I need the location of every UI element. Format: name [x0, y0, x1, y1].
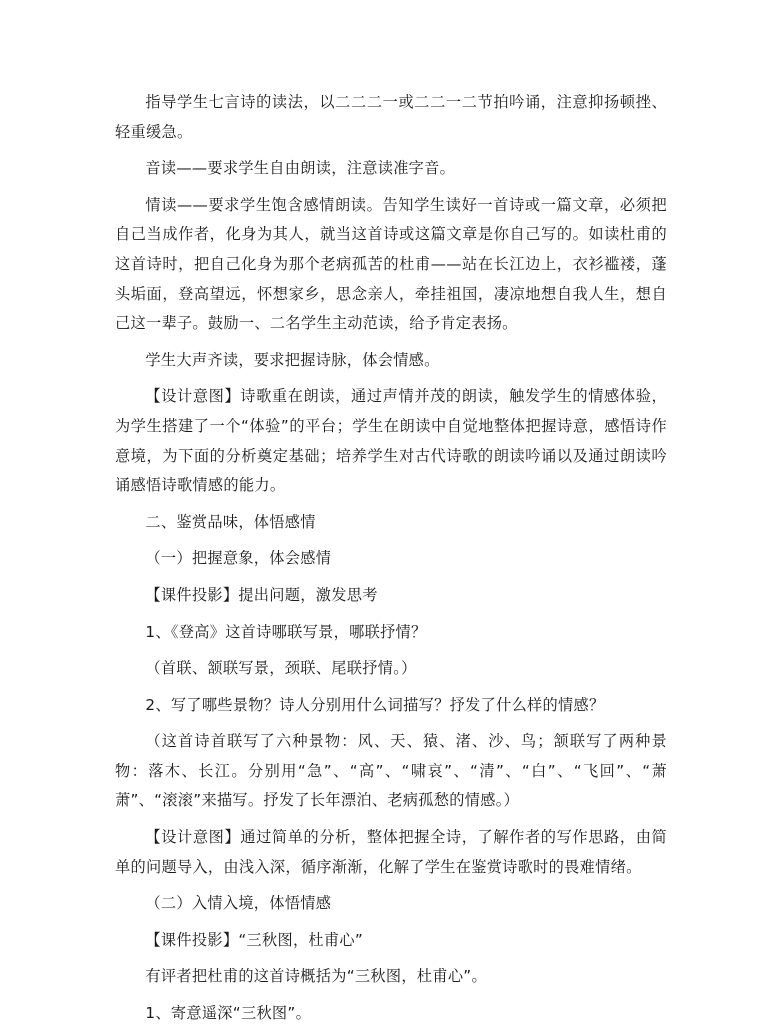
paragraph-slide-questions: 【课件投影】提出问题，激发思考 [145, 585, 378, 604]
answer-2: （这首诗首联写了六种景物：风、天、猿、渚、沙、鸟；颔联写了两种景物：落木、长江。分别用“急”、“高”、“啸哀”、“清”、“白”、“飞回”、“萧萧”、“滚滚”来描写。抒发了长年漂泊、老病孤愁的情感。） [115, 732, 667, 810]
paragraph-design-intent-1: 【设计意图】诗歌重在朗读，通过声情并茂的朗读，触发学生的情感体验，为学生搭建了一个“体验”的平台；学生在朗读中自觉地整体把握诗意，感悟诗作意境，为下面的分析奠定基础；培养学生对古代诗歌的朗读吟诵以及通过朗读吟诵感悟诗歌情感的能力。 [115, 387, 667, 495]
subsection-heading-emotion: （二）入情入境，体悟情感 [145, 894, 332, 913]
section-heading-appreciation: 二、鉴赏品味，体悟感情 [145, 512, 316, 531]
paragraph-group-reading: 学生大声齐读，要求把握诗脉，体会情感。 [145, 350, 440, 369]
question-2: 2、写了哪些景物？诗人分别用什么词描写？抒发了什么样的情感？ [145, 695, 605, 714]
document-body [115, 88, 667, 1036]
item-three-autumns: 1、寄意遥深“三秋图”。 [145, 1004, 312, 1023]
subsection-heading-imagery: （一）把握意象，体会感情 [145, 549, 332, 568]
answer-1: （首联、颔联写景，颈联、尾联抒情。） [145, 659, 417, 678]
paragraph-slide-three-autumns: 【课件投影】“三秋图，杜甫心” [145, 930, 364, 949]
paragraph-sound-reading: 音读——要求学生自由朗读，注意读准字音。 [145, 159, 456, 178]
paragraph-emotional-reading: 情读——要求学生饱含感情朗读。告知学生读好一首诗或一篇文章，必须把自己当成作者，化身为其人，就当这首诗或这篇文章是你自己写的。如读杜甫的这首诗时，把自己化身为那个老病孤苦的杜甫——站在长江边上，衣衫褴褛，蓬头垢面，登高望远，怀想家乡，思念亲人，牵挂祖国，凄凉地想自我人生，想自己这一辈子。鼓励一、二名学生主动范读，给予肯定表扬。 [115, 195, 667, 333]
paragraph-reading-method: 指导学生七言诗的读法，以二二二一或二二一二节拍吟诵，注意抑扬顿挫、轻重缓急。 [115, 93, 667, 141]
question-1: 1、《登高》这首诗哪联写景，哪联抒情？ [145, 622, 427, 641]
paragraph-critic-summary: 有评者把杜甫的这首诗概括为“三秋图，杜甫心”。 [145, 967, 487, 986]
paragraph-design-intent-2: 【设计意图】通过简单的分析，整体把握全诗，了解作者的写作思路，由简单的问题导入，由浅入深，循序渐渐，化解了学生在鉴赏诗歌时的畏难情绪。 [115, 828, 667, 876]
